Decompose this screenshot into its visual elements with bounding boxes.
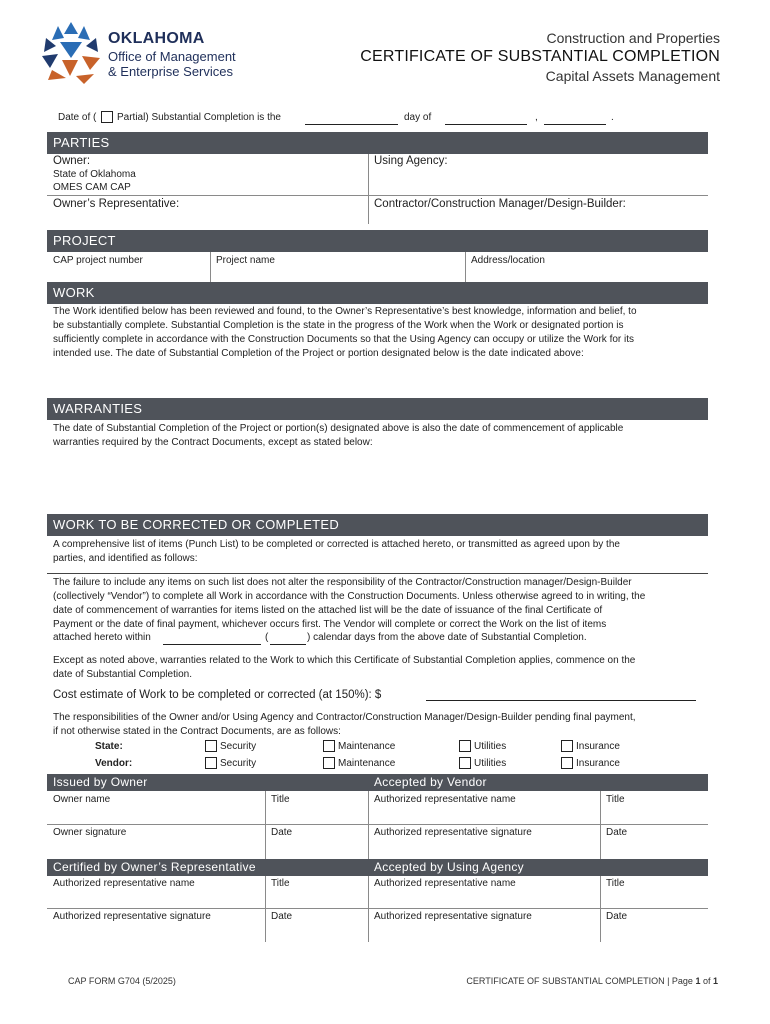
- owner-name-field[interactable]: Owner name: [53, 794, 111, 805]
- vendor-rep-name-field[interactable]: Authorized representative name: [374, 794, 516, 805]
- correction-p2-line5a: attached hereto within: [53, 632, 151, 643]
- date-period: .: [611, 112, 614, 123]
- vendor-insurance-checkbox[interactable]: [561, 757, 573, 769]
- work-heading: WORK: [47, 282, 708, 304]
- month-field[interactable]: [445, 124, 527, 125]
- vendor-rep-title-field[interactable]: Title: [606, 794, 625, 805]
- owner-signature-field[interactable]: Owner signature: [53, 827, 127, 838]
- sig-row-divider-b: [47, 908, 708, 909]
- state-security-label: Security: [220, 741, 257, 752]
- correction-p4-line2: if not otherwise stated in the Contract Documents, are as follows:: [53, 726, 341, 737]
- state-utilities-label: Utilities: [474, 741, 507, 752]
- day-field[interactable]: [305, 124, 398, 125]
- agency-rep-name-field[interactable]: Authorized representative name: [374, 878, 516, 889]
- state-insurance-label: Insurance: [576, 741, 620, 752]
- vendor-rep-date-field[interactable]: Date: [606, 827, 628, 838]
- owner-rep-date-field[interactable]: Date: [271, 911, 293, 922]
- header-category: Construction and Properties: [546, 30, 720, 46]
- owner-rep-signature-field[interactable]: Authorized representative signature: [53, 911, 211, 922]
- org-name-line2: Office of Management: [108, 49, 236, 64]
- work-line4: intended use. The date of Substantial Completion of the Project or portion designated below is the date indicated above:: [53, 348, 584, 359]
- parties-divider: [368, 154, 369, 224]
- parties-heading: PARTIES: [47, 132, 708, 154]
- state-maintenance-checkbox[interactable]: [323, 740, 335, 752]
- work-line3: sufficiently complete in accordance with the Construction Documents so that the Using Agency can occupy or utilize the Work for its: [53, 334, 635, 345]
- partial-checkbox[interactable]: [101, 111, 113, 123]
- correction-p1-line1: A comprehensive list of items (Punch List) to be completed or corrected is attached hereto, or transmitted as agreed upon by the: [53, 539, 620, 550]
- owner-rep-label[interactable]: Owner’s Representative:: [53, 198, 180, 210]
- project-divider-2: [465, 252, 466, 282]
- state-maintenance-label: Maintenance: [338, 741, 396, 752]
- agency-rep-title-field[interactable]: Title: [606, 878, 625, 889]
- work-line2: be substantially complete. Substantial Completion is the state in the progress of the Work when the Work or designated portion is: [53, 320, 624, 331]
- sig-divider-b3: [600, 876, 601, 942]
- vendor-rep-signature-field[interactable]: Authorized representative signature: [374, 827, 532, 838]
- owner-title-field[interactable]: Title: [271, 794, 290, 805]
- using-agency-label[interactable]: Using Agency:: [374, 155, 448, 167]
- date-suffix: Partial) Substantial Completion is the: [117, 112, 281, 123]
- sig-divider-a1: [265, 791, 266, 859]
- correction-p4-line1: The responsibilities of the Owner and/or Using Agency and Contractor/Construction Manager/Design-Builder pending final payment,: [53, 712, 636, 723]
- sig-divider-a3: [600, 791, 601, 859]
- page-of: of: [700, 976, 713, 986]
- org-name-line1: OKLAHOMA: [108, 30, 205, 47]
- owner-rep-title-field[interactable]: Title: [271, 878, 290, 889]
- page-number: 1: [695, 976, 701, 986]
- correction-p1-line2: parties, and identified as follows:: [53, 553, 198, 564]
- accepted-by-using-agency-heading: Accepted by Using Agency: [368, 859, 708, 876]
- agency-rep-signature-field[interactable]: Authorized representative signature: [374, 911, 532, 922]
- owner-label: Owner:: [53, 155, 91, 167]
- page-prefix: CERTIFICATE OF SUBSTANTIAL COMPLETION | Page: [466, 976, 696, 986]
- year-field[interactable]: [544, 124, 606, 125]
- parties-row-divider: [47, 195, 708, 196]
- day-of-label: day of: [404, 112, 432, 123]
- days-number-field[interactable]: [270, 644, 306, 645]
- state-utilities-checkbox[interactable]: [459, 740, 471, 752]
- owner-line1: State of Oklahoma: [53, 169, 136, 180]
- sig-divider-b1: [265, 876, 266, 942]
- sig-row-divider-a: [47, 824, 708, 825]
- form-id: CAP FORM G704 (5/2025): [68, 976, 176, 986]
- warranties-line1: The date of Substantial Completion of the Project or portion(s) designated above is also the date of commencement of applicable: [53, 423, 624, 434]
- correction-p2-line1: The failure to include any items on such list does not alter the responsibility of the Contractor/Construction manager/Design-Builder: [53, 577, 632, 588]
- cost-estimate-field[interactable]: [426, 700, 696, 701]
- state-insurance-checkbox[interactable]: [561, 740, 573, 752]
- issued-by-owner-heading: Issued by Owner: [47, 774, 369, 791]
- correction-p2-line3: date of commencement of warranties for items listed on the attached list will be the date of issuance of the final Certificate of: [53, 605, 603, 616]
- owner-line2: OMES CAM CAP: [53, 182, 131, 193]
- contractor-label[interactable]: Contractor/Construction Manager/Design-Builder:: [374, 198, 626, 210]
- warranties-heading: WARRANTIES: [47, 398, 708, 420]
- agency-rep-date-field[interactable]: Date: [606, 911, 628, 922]
- vendor-security-label: Security: [220, 758, 257, 769]
- warranties-line2: warranties required by the Contract Documents, except as stated below:: [53, 437, 373, 448]
- project-name-label[interactable]: Project name: [216, 255, 275, 266]
- state-security-checkbox[interactable]: [205, 740, 217, 752]
- owner-date-field[interactable]: Date: [271, 827, 293, 838]
- days-words-field[interactable]: [163, 644, 261, 645]
- document-title: CERTIFICATE OF SUBSTANTIAL COMPLETION: [360, 48, 720, 65]
- org-name-line3: & Enterprise Services: [108, 64, 233, 79]
- correction-p2-line5c: ) calendar days from the above date of Substantial Completion.: [307, 632, 587, 643]
- correction-p3-line2: date of Substantial Completion.: [53, 669, 192, 680]
- correction-p2-line4: Payment or the date of final payment, whichever occurs first. The Vendor will complete or correct the Work on the list of items: [53, 619, 607, 630]
- work-line1: The Work identified below has been reviewed and found, to the Owner’s Representative’s best knowledge, information and belief, to: [53, 306, 637, 317]
- sig-divider-b2: [368, 876, 369, 942]
- project-divider-1: [210, 252, 211, 282]
- page-indicator: [466, 976, 718, 986]
- vendor-utilities-label: Utilities: [474, 758, 507, 769]
- vendor-security-checkbox[interactable]: [205, 757, 217, 769]
- address-location-label[interactable]: Address/location: [471, 255, 545, 266]
- omes-logo-icon: [38, 20, 104, 86]
- correction-divider: [47, 573, 708, 574]
- header-subtitle: Capital Assets Management: [545, 68, 720, 84]
- sig-divider-a2: [368, 791, 369, 859]
- correction-p3-line1: Except as noted above, warranties related to the Work to which this Certificate of Substantial Completion applies, commence on the: [53, 655, 636, 666]
- cap-project-number-label[interactable]: CAP project number: [53, 255, 143, 266]
- vendor-maintenance-label: Maintenance: [338, 758, 396, 769]
- correction-p2-line5b: (: [265, 632, 269, 643]
- correction-heading: WORK TO BE CORRECTED OR COMPLETED: [47, 514, 708, 536]
- vendor-maintenance-checkbox[interactable]: [323, 757, 335, 769]
- owner-rep-name-field[interactable]: Authorized representative name: [53, 878, 195, 889]
- page-total: 1: [712, 976, 718, 986]
- certified-by-owner-rep-heading: Certified by Owner’s Representative: [47, 859, 369, 876]
- vendor-insurance-label: Insurance: [576, 758, 620, 769]
- vendor-utilities-checkbox[interactable]: [459, 757, 471, 769]
- accepted-by-vendor-heading: Accepted by Vendor: [368, 774, 708, 791]
- date-prefix: Date of (: [58, 112, 97, 123]
- project-heading: PROJECT: [47, 230, 708, 252]
- vendor-label: Vendor:: [95, 758, 133, 769]
- date-comma: ,: [535, 112, 538, 123]
- correction-p2-line2: (collectively “Vendor”) to complete all Work in accordance with the Construction Documents. Unless otherwise agreed to in writing, the: [53, 591, 646, 602]
- cost-estimate-label: Cost estimate of Work to be completed or corrected (at 150%): $: [53, 689, 382, 701]
- state-label: State:: [95, 741, 123, 752]
